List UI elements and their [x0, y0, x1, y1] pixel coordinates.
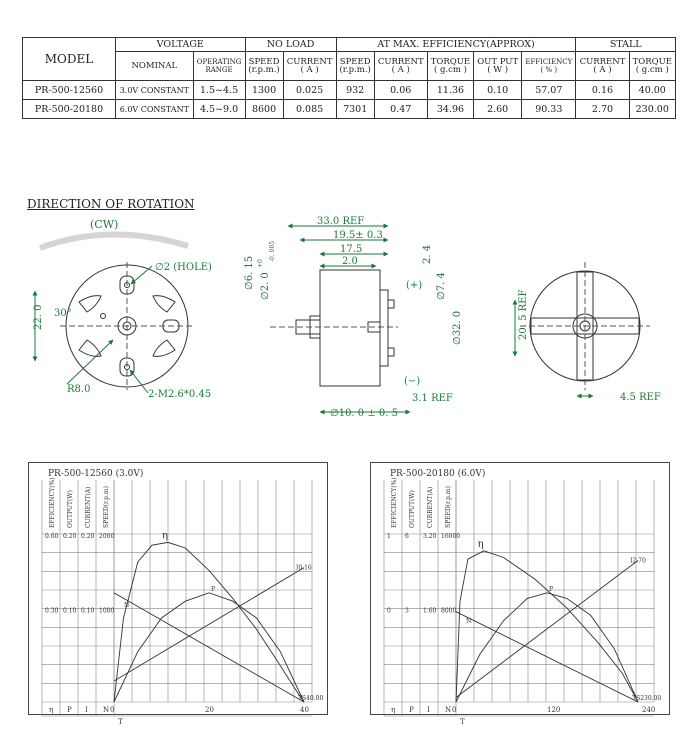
cell-st-torque: 40.00: [629, 81, 675, 100]
cell-me-speed: 932: [336, 81, 374, 100]
stall-header: STALL: [576, 38, 676, 52]
svg-text:∅32. 0: ∅32. 0: [452, 310, 463, 345]
axis-bottom-label: N: [445, 706, 452, 714]
axis-bottom-label: I: [427, 706, 430, 714]
series-line-n: [114, 593, 304, 702]
axis-mid-value: 0.10: [81, 607, 95, 615]
axis-bottom-label: P: [67, 706, 72, 714]
axis-bottom-label: P: [409, 706, 414, 714]
svg-text:20. 5 REF: 20. 5 REF: [518, 289, 529, 340]
table-row: [23, 81, 676, 100]
svg-text:2. 4: 2. 4: [422, 244, 433, 264]
nl-current-header: CURRENT ( A ): [283, 52, 336, 81]
x-axis-label: T: [118, 718, 123, 726]
operating-range-header: OPERATING RANGE: [193, 52, 245, 81]
x-tick-label: 120: [547, 706, 561, 714]
me-current-header: CURRENT ( A ): [374, 52, 427, 81]
me-output-header: OUT PUT ( W ): [474, 52, 522, 81]
ts-label: TS40.00: [298, 695, 324, 702]
axis-mid-value: 8000: [441, 607, 457, 615]
svg-text:∅2 (HOLE): ∅2 (HOLE): [155, 262, 212, 273]
axis-mid-value: 1000: [99, 607, 115, 615]
axis-bottom-label: η: [391, 706, 396, 714]
axis-top-value: 2000: [99, 533, 115, 540]
x-tick-label: 240: [642, 706, 656, 714]
side-dimensions: [244, 216, 463, 419]
svg-text:30°: 30°: [54, 308, 72, 319]
cell-me-eff: 90.33: [522, 100, 576, 119]
p-label: P: [211, 585, 216, 593]
svg-text:∅6. 15: ∅6. 15: [244, 255, 255, 290]
axis-bottom-label: I: [85, 706, 88, 714]
svg-text:∅7. 4: ∅7. 4: [436, 272, 447, 300]
rear-dimensions: [515, 290, 661, 403]
voltage-header: VOLTAGE: [116, 38, 246, 52]
x-tick-label: 40: [300, 706, 309, 714]
cell-model: PR-500-20180: [23, 100, 116, 119]
performance-chart-12560: [28, 462, 328, 730]
axis-top-value: 0.20: [81, 533, 95, 540]
model-header: MODEL: [23, 38, 116, 81]
st-current-header: CURRENT ( A ): [576, 52, 629, 81]
ts-label: TS230.00: [632, 695, 662, 702]
axis-bottom-label: η: [49, 706, 54, 714]
spec-table: [22, 37, 676, 119]
p-label: P: [549, 585, 554, 593]
direction-title: DIRECTION OF ROTATION: [27, 197, 195, 211]
cell-st-current: 0.16: [576, 81, 629, 100]
axis-mid-value: 1.60: [423, 607, 437, 615]
svg-text:R8.0: R8.0: [67, 384, 91, 395]
technical-drawing: [0, 205, 700, 430]
axis-top-value: 0.20: [63, 533, 77, 540]
x-axis-label: T: [460, 718, 465, 726]
i-end-label: I0.16: [296, 564, 312, 572]
table-header-row-2: [23, 52, 676, 81]
axis-mid-value: 3: [405, 607, 409, 615]
cell-me-current: 0.06: [374, 81, 427, 100]
front-view: [40, 218, 195, 390]
cell-nominal: 3.0V CONSTANT: [116, 81, 194, 100]
axis-mid-value: 0.30: [45, 607, 59, 615]
axis-top-value: 0.60: [45, 533, 59, 540]
st-torque-header: TORQUE ( g.cm ): [629, 52, 675, 81]
table-header-row-1: [23, 38, 676, 52]
cell-me-current: 0.47: [374, 100, 427, 119]
axis-name: CURRENT(A): [427, 486, 434, 528]
axis-name: EFFICIENCY(%): [49, 477, 56, 528]
svg-text:(−): (−): [404, 376, 421, 387]
svg-text:∅2. 0: ∅2. 0: [260, 272, 271, 300]
cell-nl-current: 0.025: [283, 81, 336, 100]
me-torque-header: TORQUE ( g.cm ): [427, 52, 473, 81]
cell-model: PR-500-12560: [23, 81, 116, 100]
axis-name: SPEED(r.p.m): [103, 486, 110, 528]
axis-name: OUTPUT(W): [67, 490, 74, 528]
i-end-label: I2.70: [630, 557, 646, 565]
cw-label: (CW): [90, 218, 119, 231]
chart-title: PR-500-12560 (3.0V): [48, 469, 144, 479]
axis-top-value: 6: [405, 533, 409, 540]
svg-text:19.5± 0.3: 19.5± 0.3: [333, 230, 383, 241]
cell-nl-speed: 1300: [245, 81, 283, 100]
svg-text:4.5 REF: 4.5 REF: [620, 392, 661, 403]
rotation-arrow: [40, 234, 188, 248]
n-label: N: [466, 618, 472, 626]
cell-me-speed: 7301: [336, 100, 374, 119]
cell-me-torque: 11.36: [427, 81, 473, 100]
axis-top-value: 1: [387, 533, 391, 540]
me-speed-header: SPEED (r.p.m.): [336, 52, 374, 81]
nl-speed-header: SPEED (r.p.m.): [245, 52, 283, 81]
series-line-i: [456, 560, 638, 697]
series-line-n: [456, 612, 638, 702]
side-view: [270, 270, 398, 386]
svg-text:∅10. 0 ± 0. 5: ∅10. 0 ± 0. 5: [330, 408, 398, 419]
x-tick-label: 0: [110, 706, 115, 714]
cell-me-output: 2.60: [474, 100, 522, 119]
noload-header: NO LOAD: [245, 38, 336, 52]
svg-text:(+): (+): [406, 280, 423, 291]
eta-label: η: [161, 530, 168, 542]
svg-text:-0. 005: -0. 005: [269, 240, 276, 262]
max-efficiency-header: AT MAX. EFFICIENCY(APPROX): [336, 38, 576, 52]
x-tick-label: 0: [452, 706, 457, 714]
cell-nl-speed: 8600: [245, 100, 283, 119]
axis-name: SPEED(r.p.m): [445, 486, 452, 528]
x-tick-label: 20: [205, 706, 214, 714]
chart-title: PR-500-20180 (6.0V): [390, 469, 486, 479]
eta-label: η: [477, 538, 484, 550]
performance-chart-20180: [370, 462, 670, 730]
axis-top-value: 16000: [441, 533, 461, 540]
cell-me-eff: 57.07: [522, 81, 576, 100]
cell-range: 4.5~9.0: [193, 100, 245, 119]
axis-name: CURRENT(A): [85, 486, 92, 528]
cell-nl-current: 0.085: [283, 100, 336, 119]
series-line-i: [114, 568, 304, 681]
svg-text:2-M2.6*0.45: 2-M2.6*0.45: [148, 389, 212, 400]
cell-nominal: 6.0V CONSTANT: [116, 100, 194, 119]
svg-text:3.1 REF: 3.1 REF: [412, 393, 453, 404]
cell-me-output: 0.10: [474, 81, 522, 100]
table-row: [23, 100, 676, 119]
axis-mid-value: 0: [387, 607, 391, 615]
n-label: N: [124, 602, 130, 610]
axis-name: EFFICIENCY(%): [391, 477, 398, 528]
svg-text:+0: +0: [257, 259, 264, 268]
nominal-header: NOMINAL: [116, 52, 194, 81]
svg-text:22. 0: 22. 0: [33, 304, 44, 330]
svg-text:33.0 REF: 33.0 REF: [317, 216, 365, 227]
svg-text:17.5: 17.5: [340, 244, 363, 255]
cell-st-torque: 230.00: [629, 100, 675, 119]
series-line-eta: [114, 542, 304, 702]
series-line-eta: [456, 551, 638, 702]
cell-range: 1.5~4.5: [193, 81, 245, 100]
axis-mid-value: 0.10: [63, 607, 77, 615]
me-efficiency-header: EFFICIENCY ( % ): [522, 52, 576, 81]
axis-top-value: 3.20: [423, 533, 437, 540]
axis-name: OUTPUT(W): [409, 490, 416, 528]
svg-text:2.0: 2.0: [342, 256, 358, 267]
front-dimensions: [33, 262, 212, 400]
cell-st-current: 2.70: [576, 100, 629, 119]
series-line-p: [456, 593, 638, 702]
rear-view: [520, 262, 650, 390]
axis-bottom-label: N: [103, 706, 110, 714]
cell-me-torque: 34.96: [427, 100, 473, 119]
